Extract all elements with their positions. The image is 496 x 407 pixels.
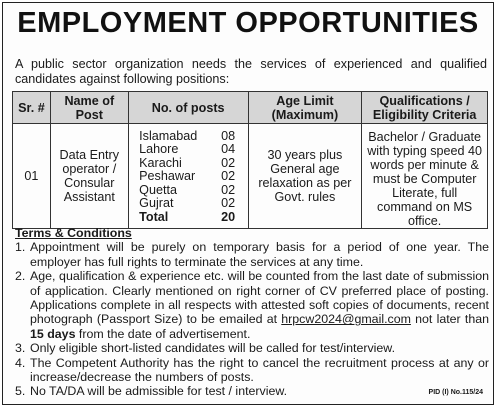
station-row (139, 170, 237, 183)
page-title: EMPLOYMENT OPPORTUNITIES (17, 7, 479, 39)
header-age: Age Limit (Maximum) (248, 92, 362, 124)
email-link[interactable]: hrpcw2024@gmail.com (281, 312, 411, 327)
term-number: 5. (15, 384, 26, 399)
station-row (139, 184, 237, 197)
term-number: 2. (15, 269, 26, 284)
station-row (139, 157, 237, 170)
advertisement-frame (2, 2, 494, 405)
pid-number: PID (I) No.115/24 (428, 389, 483, 396)
term-text (30, 269, 489, 341)
station-count: 02 (221, 169, 236, 184)
cell-post-name: Data Entry operator / Consular Assistant (50, 124, 128, 229)
station-count: 02 (221, 196, 236, 211)
total-row (139, 211, 237, 224)
term-number: 3. (15, 341, 26, 356)
term-number: 4. (15, 355, 26, 370)
station-name: Gujrat (139, 196, 174, 211)
term-text-part: Age, qualification & experience etc. will be counted from the last date of submission of application. Clearly mentioned on right corner of CV preferred place of posting. Applications complete in all respects with attested soft copies of documents, recent photograph (Passport Size) to be emailed at (30, 269, 489, 327)
station-row (139, 143, 237, 156)
station-row (139, 130, 237, 143)
header-name: Name of Post (50, 92, 128, 124)
term-text: No TA/DA will be admissible for test / interview. (30, 384, 288, 399)
station-count: 08 (221, 129, 236, 144)
station-count: 02 (221, 182, 236, 197)
station-name: Lahore (139, 142, 179, 157)
term-text-part: not later than (410, 312, 489, 327)
stations-list (139, 130, 237, 224)
cell-qualifications: Bachelor / Graduate with typing speed 40 words per minute & must be Computer Literate, full command on MS office. (362, 124, 488, 229)
total-label: Total (139, 209, 169, 224)
header-qual: Qualifications / Eligibility Criteria (362, 92, 488, 124)
table-row (13, 124, 488, 229)
positions-table (12, 91, 488, 229)
station-count: 02 (221, 155, 236, 170)
term-text: The Competent Authority has the right to cancel the recruitment process at any or increase/decrease the numbers of posts. (30, 355, 489, 385)
term-text-part: from the date of advertisement. (75, 326, 251, 341)
station-count: 04 (221, 142, 236, 157)
deadline-days: 15 days (30, 326, 76, 341)
cell-age-limit: 30 years plus General age relaxation as per Govt. rules (248, 124, 362, 229)
header-num: No. of posts (128, 92, 248, 124)
table-header-row (13, 92, 488, 124)
station-name: Quetta (139, 182, 177, 197)
header-sr: Sr. # (13, 92, 51, 124)
term-item (15, 240, 489, 269)
term-item (15, 384, 489, 398)
term-item (15, 341, 489, 355)
term-item (15, 356, 489, 385)
term-text: Only eligible short-listed candidates will be called for test/interview. (30, 341, 396, 356)
term-number: 1. (15, 240, 26, 255)
station-row (139, 197, 237, 210)
cell-num-posts (128, 124, 248, 229)
cell-sr: 01 (13, 124, 51, 229)
intro-paragraph: A public sector organization needs the services of experienced and qualified candidates against following positions: (15, 57, 487, 86)
term-text: Appointment will be purely on temporary basis for a period of one year. The employer has full rights to terminate the services at any time. (30, 240, 489, 269)
total-count: 20 (221, 209, 236, 224)
terms-heading: Terms & Conditions (15, 226, 132, 240)
term-item (15, 269, 489, 341)
station-name: Islamabad (139, 129, 198, 144)
terms-section (15, 226, 489, 399)
station-name: Karachi (139, 155, 182, 170)
station-name: Peshawar (139, 169, 196, 184)
